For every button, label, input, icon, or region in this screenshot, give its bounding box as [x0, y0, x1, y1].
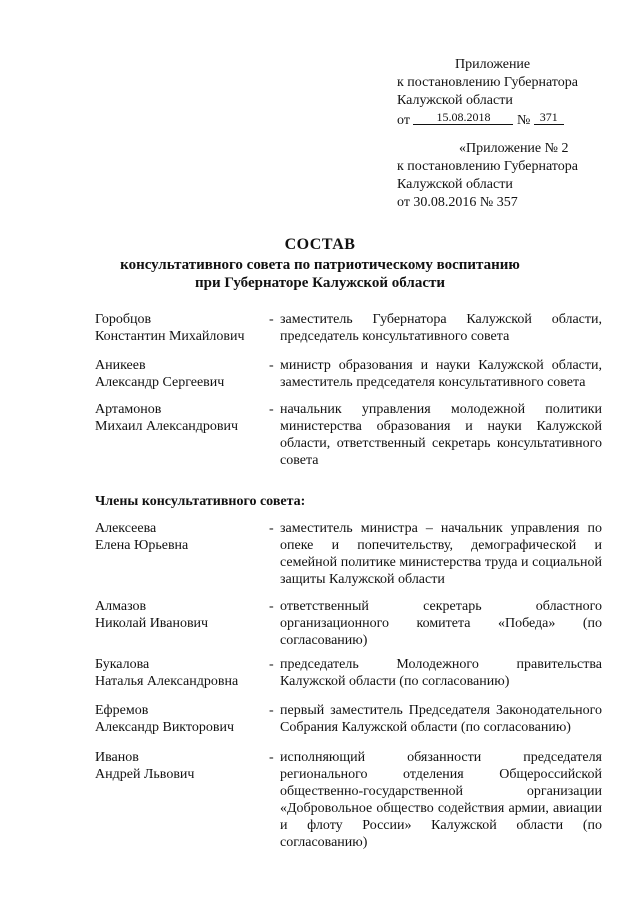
appendix-number: 371 [534, 110, 564, 125]
title-line-1: консультативного совета по патриотическому воспитанию [120, 257, 520, 273]
person-position: начальник управления молодежной политики министерства образования и науки Калужской области, ответственный секретарь консультативного совета [280, 402, 602, 468]
person-surname: Иванов [95, 750, 139, 765]
appendix-region-line: Калужской области [397, 93, 513, 108]
document-title [0, 236, 640, 292]
person-surname: Артамонов [95, 402, 162, 417]
members-heading: Члены консультативного совета: [95, 494, 306, 509]
person-name [95, 749, 265, 783]
person-position: заместитель Губернатора Калужской области, председатель консультативного совета [280, 312, 602, 344]
person-given-name: Константин Михайлович [95, 329, 245, 344]
person-position: ответственный секретарь областного организационного комитета «Победа» (по согласованию) [280, 599, 602, 648]
person-surname: Ефремов [95, 703, 149, 718]
person-given-name: Александр Сергеевич [95, 375, 225, 390]
dash: - [269, 521, 274, 536]
person-name [95, 656, 265, 690]
person-given-name: Елена Юрьевна [95, 538, 189, 553]
dash: - [269, 358, 274, 373]
person-position: исполняющий обязанности председателя регионального отделения Общероссийской общественно-государственной организации «Добровольное общество содействия армии, авиации и флоту России» Калужской области (по согласованию) [280, 750, 602, 850]
person-position: первый заместитель Председателя Законодательного Собрания Калужской области (по согласованию) [280, 703, 602, 735]
appendix-number-label: № [516, 113, 531, 128]
person-given-name: Николай Иванович [95, 616, 209, 631]
appendix2-decree-line: к постановлению Губернатора [397, 159, 578, 174]
appendix2-header [397, 140, 578, 212]
person-surname: Алмазов [95, 599, 147, 614]
person-given-name: Наталья Александровна [95, 674, 239, 689]
person-position: председатель Молодежного правительства Калужской области (по согласованию) [280, 657, 602, 689]
person-position: заместитель министра – начальник управления по опеке и попечительству, демографической и семейной политике министерства труда и социальной защиты Калужской области [280, 521, 602, 587]
person-name [95, 357, 265, 391]
appendix-date: 15.08.2018 [413, 110, 513, 125]
appendix-date-number-line [397, 110, 578, 130]
person-name [95, 311, 265, 345]
appendix-from-label: от [397, 113, 410, 128]
dash: - [269, 750, 274, 765]
appendix-decree-line: к постановлению Губернатора [397, 75, 578, 90]
appendix2-region-line: Калужской области [397, 177, 513, 192]
person-given-name: Михаил Александрович [95, 419, 239, 434]
dash: - [269, 657, 274, 672]
person-name [95, 520, 265, 554]
dash: - [269, 312, 274, 327]
person-given-name: Андрей Львович [95, 767, 195, 782]
appendix-label: Приложение [455, 57, 531, 72]
dash: - [269, 599, 274, 614]
person-surname: Алексеева [95, 521, 157, 536]
person-name [95, 598, 265, 632]
dash: - [269, 402, 274, 417]
person-position: министр образования и науки Калужской области, заместитель председателя консультативного совета [280, 358, 602, 390]
person-surname: Горобцов [95, 312, 152, 327]
person-name [95, 702, 265, 736]
dash: - [269, 703, 274, 718]
appendix2-date-line: от 30.08.2016 № 357 [397, 195, 518, 210]
person-surname: Аникеев [95, 358, 146, 373]
appendix-header [397, 56, 578, 130]
appendix2-label: «Приложение № 2 [459, 141, 569, 156]
title-head: СОСТАВ [284, 236, 356, 253]
person-given-name: Александр Викторович [95, 720, 235, 735]
person-name [95, 401, 265, 435]
title-line-2: при Губернаторе Калужской области [195, 275, 445, 291]
person-surname: Букалова [95, 657, 150, 672]
